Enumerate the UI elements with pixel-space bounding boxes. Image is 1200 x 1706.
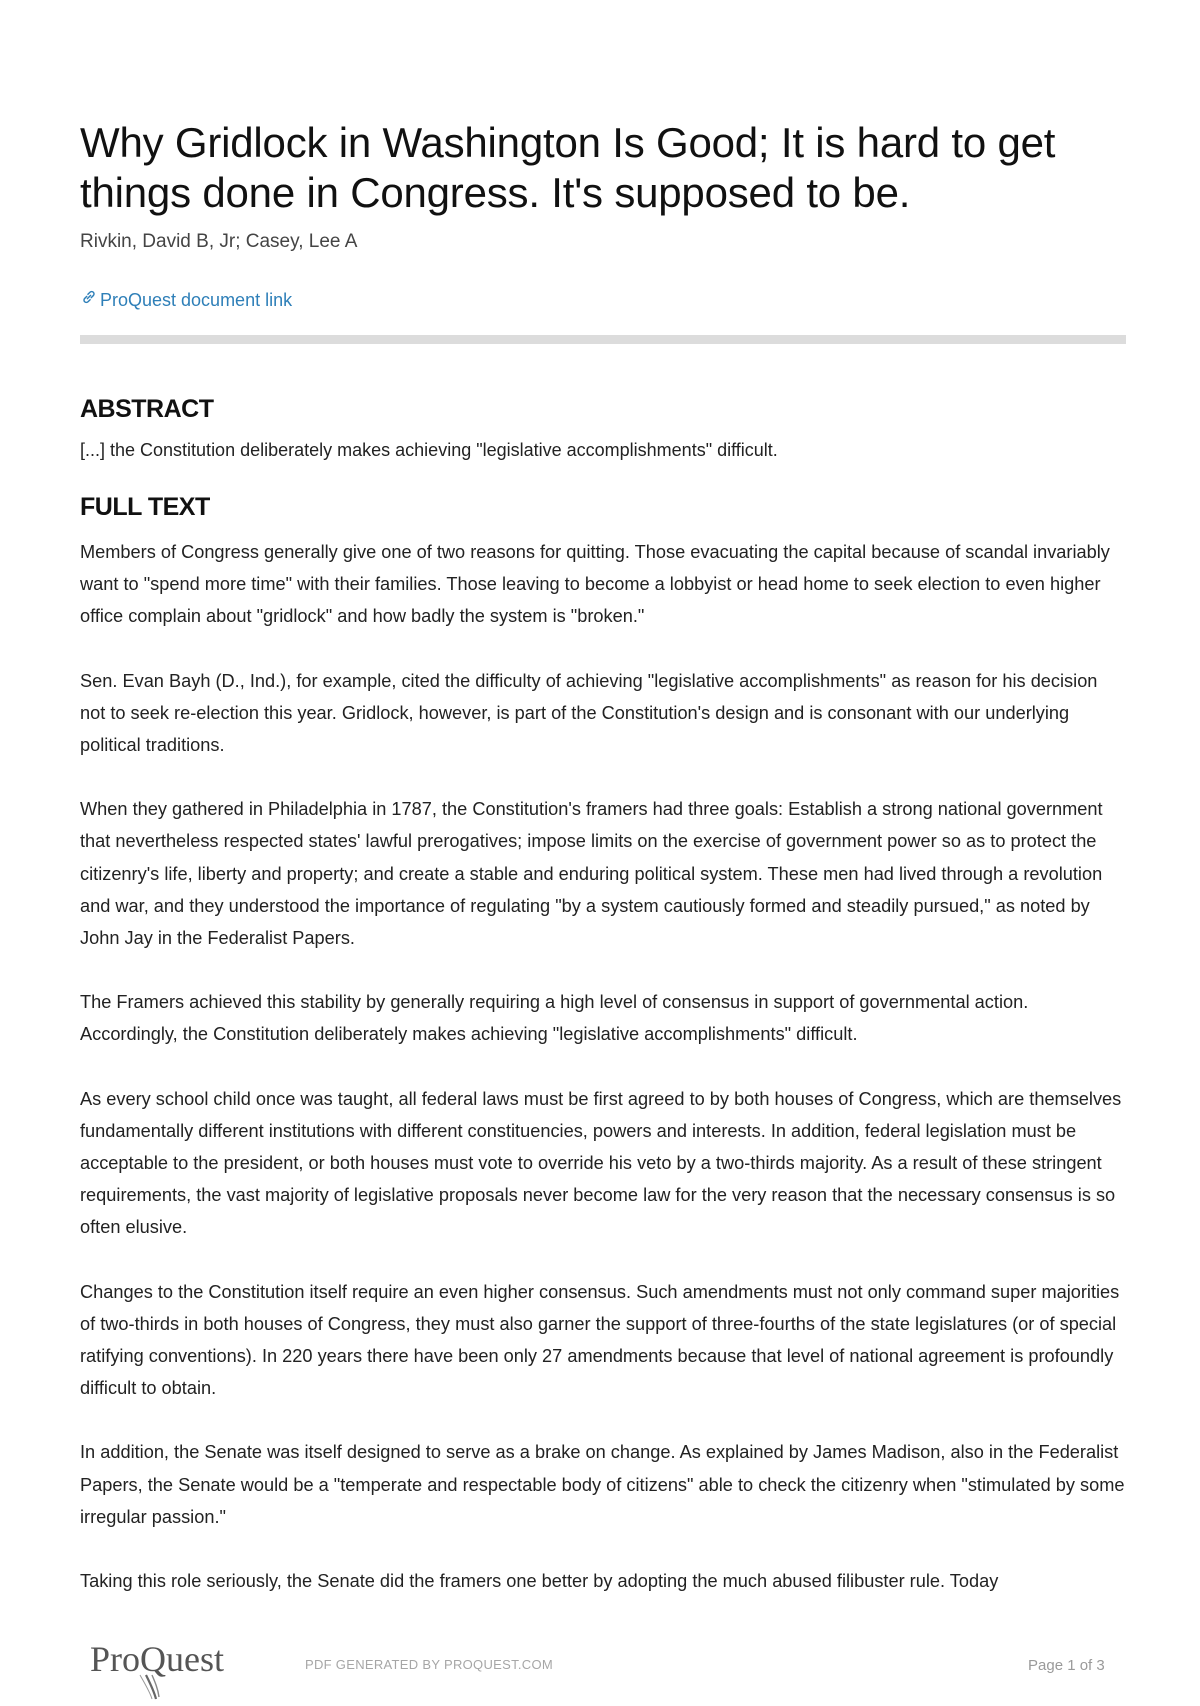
abstract-heading: ABSTRACT bbox=[80, 395, 214, 423]
document-title: Why Gridlock in Washington Is Good; It is hard to get things done in Congress. It's supposed to be. bbox=[80, 119, 1056, 216]
proquest-document-link[interactable] bbox=[80, 288, 1126, 311]
proquest-logo-text: ProQuest bbox=[90, 1639, 224, 1679]
page-footer bbox=[0, 1615, 1200, 1695]
page-number: Page 1 of 3 bbox=[1028, 1657, 1105, 1674]
document-authors: Rivkin, David B, Jr; Casey, Lee A bbox=[80, 231, 358, 252]
paragraph: When they gathered in Philadelphia in 1787, the Constitution's framers had three goals: Establish a strong national government that nevertheless respected states' lawful prerogatives; impose limits on the exercise of government power so as to protect the citizenry's life, liberty and property; and create a stable and enduring political system. These men had lived through a revolution and war, and they understood the importance of regulating "by a system cautiously formed and steadily pursued," as noted by John Jay in the Federalist Papers. bbox=[80, 799, 1103, 949]
paragraph: Members of Congress generally give one of two reasons for quitting. Those evacuating the capital because of scandal invariably want to "spend more time" with their families. Those leaving to become a lobbyist or head home to seek election to even higher office complain about "gridlock" and how badly the system is "broken." bbox=[80, 542, 1110, 627]
generated-by-label: PDF GENERATED BY PROQUEST.COM bbox=[305, 1657, 554, 1672]
proquest-logo bbox=[88, 1635, 248, 1701]
full-text-heading: FULL TEXT bbox=[80, 493, 210, 521]
header-divider bbox=[80, 335, 1126, 344]
paragraph: As every school child once was taught, all federal laws must be first agreed to by both houses of Congress, which are themselves fundamentally different institutions with different constituencies, powers and interests. In addition, federal legislation must be acceptable to the president, or both houses must vote to override his veto by a two-thirds majority. As a result of these stringent requirements, the vast majority of legislative proposals never become law for the very reason that the necessary consensus is so often elusive. bbox=[80, 1088, 1122, 1238]
full-text-body bbox=[80, 536, 1126, 1597]
document-page bbox=[80, 0, 1126, 1629]
paragraph: The Framers achieved this stability by generally requiring a high level of consensus in support of governmental action. Accordingly, the Constitution deliberately makes achieving "legislative accomplishments" difficult. bbox=[80, 992, 1029, 1045]
paragraph: In addition, the Senate was itself designed to serve as a brake on change. As explained by James Madison, also in the Federalist Papers, the Senate would be a "temperate and respectable body of citizens" able to check the citizenry when "stimulated by some irregular passion." bbox=[80, 1442, 1125, 1527]
abstract-text: [...] the Constitution deliberately makes achieving "legislative accomplishments" difficult. bbox=[80, 440, 778, 460]
paragraph: Sen. Evan Bayh (D., Ind.), for example, cited the difficulty of achieving "legislative accomplishments" as reason for his decision not to seek re-election this year. Gridlock, however, is part of the Constitution's design and is consonant with our underlying political traditions. bbox=[80, 670, 1098, 756]
paragraph: Changes to the Constitution itself require an even higher consensus. Such amendments must not only command super majorities of two-thirds in both houses of Congress, they must also garner the support of three-fourths of the state legislatures (or of special ratifying conventions). In 220 years there have been only 27 amendments because that level of national agreement is profoundly difficult to obtain. bbox=[80, 1281, 1120, 1399]
paragraph: Taking this role seriously, the Senate did the framers one better by adopting the much abused filibuster rule. Today bbox=[80, 1571, 999, 1592]
link-icon bbox=[80, 288, 98, 311]
proquest-document-link-label: ProQuest document link bbox=[100, 289, 293, 310]
